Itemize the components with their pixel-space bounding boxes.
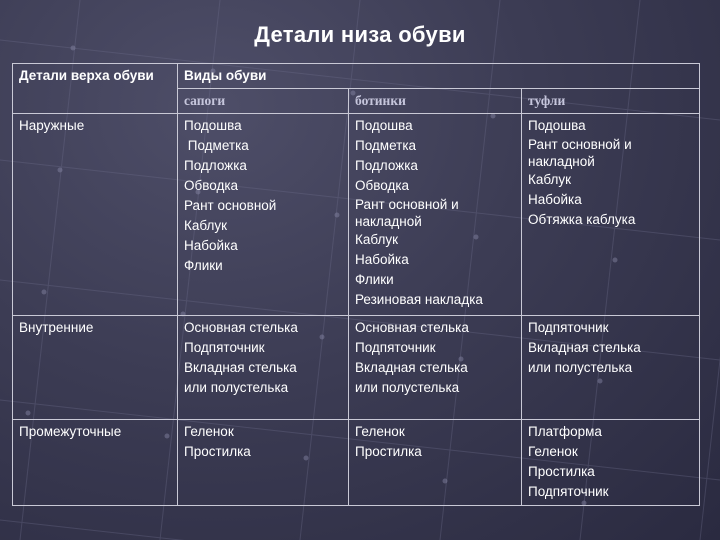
table-cell [522, 316, 700, 420]
cell-line: Резиновая накладка [355, 292, 483, 307]
cell-line: или полустелька [528, 360, 633, 375]
table-header-row [13, 64, 700, 89]
cell-line: Набойка [355, 252, 409, 267]
table-row [13, 420, 700, 506]
column-header-ankle-boots: ботинки [349, 89, 522, 114]
corner-header: Детали верха обуви [13, 64, 178, 114]
cell-line: Платформа [528, 424, 602, 439]
cell-line: или полустелька [355, 380, 460, 395]
cell-line: Каблук [528, 172, 572, 187]
cell-line: Обводка [355, 178, 410, 193]
table-cell [349, 114, 522, 316]
cell-line: Обтяжка каблука [528, 212, 636, 227]
cell-line: Каблук [184, 218, 228, 233]
table-row [13, 114, 700, 316]
column-header-boots: сапоги [178, 89, 349, 114]
cell-line: Набойка [184, 238, 238, 253]
row-label-inner: Внутренние [13, 316, 178, 420]
cell-line: Простилка [184, 444, 251, 459]
slide-title: Детали низа обуви [254, 22, 466, 47]
cell-line: Вкладная стелька [355, 360, 468, 375]
row-label-intermediate: Промежуточные [13, 420, 178, 506]
cell-line: Геленок [184, 424, 234, 439]
cell-line: Рант основной [184, 198, 277, 213]
cell-line: Подпяточник [528, 320, 609, 335]
cell-line: Рант основной и накладной [355, 197, 459, 229]
cell-line: Подложка [355, 158, 418, 173]
table-cell [349, 420, 522, 506]
shoe-types-header: Виды обуви [178, 64, 700, 89]
cell-line: Простилка [355, 444, 422, 459]
cell-line: Подложка [184, 158, 247, 173]
shoe-parts-table [12, 63, 700, 506]
cell-line: Вкладная стелька [528, 340, 641, 355]
cell-line: Простилка [528, 464, 595, 479]
table-cell [178, 420, 349, 506]
cell-line: Подошва [355, 118, 413, 133]
cell-line: Вкладная стелька [184, 360, 297, 375]
table-cell [178, 114, 349, 316]
cell-line: Флики [355, 272, 394, 287]
cell-line: Каблук [355, 232, 399, 247]
cell-line: или полустелька [184, 380, 289, 395]
cell-line: Подошва [528, 118, 586, 133]
cell-line: Рант основной и накладной [528, 137, 632, 169]
cell-line: Набойка [528, 192, 582, 207]
table-cell [522, 114, 700, 316]
table-cell [178, 316, 349, 420]
cell-line: Основная стелька [184, 320, 298, 335]
table-cell [349, 316, 522, 420]
cell-line: Геленок [355, 424, 405, 439]
cell-line: Основная стелька [355, 320, 469, 335]
column-header-shoes: туфли [522, 89, 700, 114]
cell-line: Флики [184, 258, 223, 273]
cell-line: Подметка [184, 138, 249, 153]
row-label-outer: Наружные [13, 114, 178, 316]
cell-line: Подошва [184, 118, 242, 133]
cell-line: Подметка [355, 138, 417, 153]
cell-line: Геленок [528, 444, 578, 459]
cell-line: Подпяточник [355, 340, 436, 355]
cell-line: Подпяточник [184, 340, 265, 355]
table-row [13, 316, 700, 420]
cell-line: Подпяточник [528, 484, 609, 499]
cell-line: Обводка [184, 178, 239, 193]
table-cell [522, 420, 700, 506]
